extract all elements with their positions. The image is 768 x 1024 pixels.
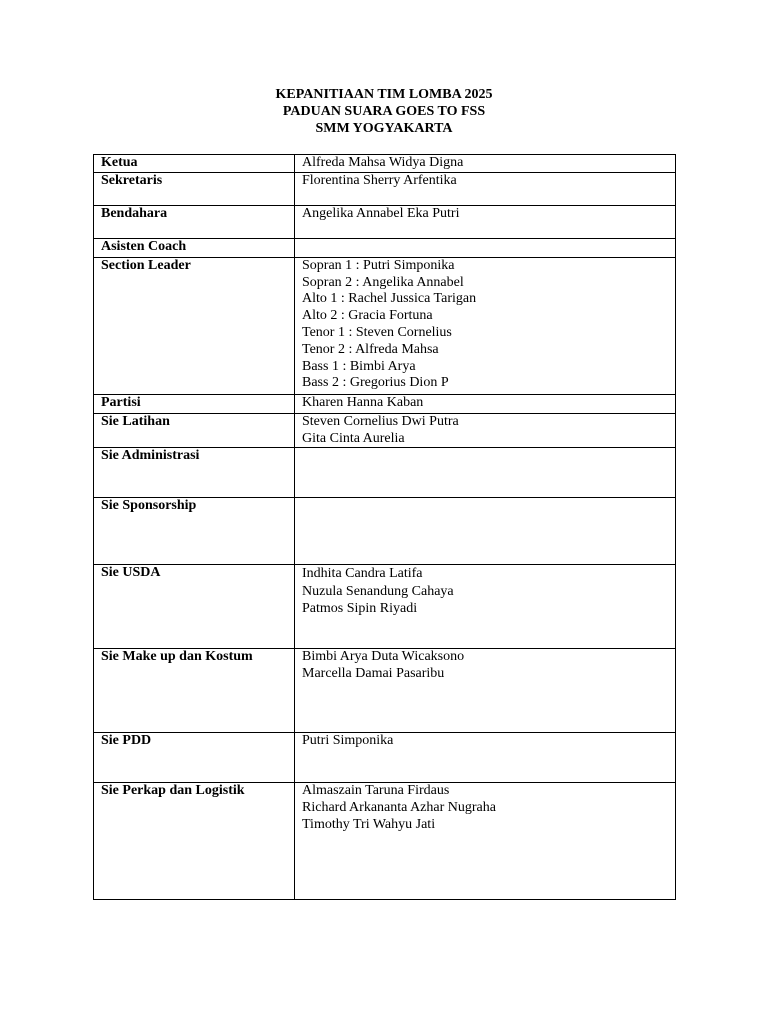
member-name: Richard Arkananta Azhar Nugraha bbox=[302, 800, 496, 816]
member-name: Angelika Annabel Eka Putri bbox=[302, 205, 460, 221]
table-row bbox=[94, 498, 676, 565]
table-row bbox=[94, 448, 676, 498]
members-cell bbox=[295, 733, 676, 783]
member-name: Tenor 1 : Steven Cornelius bbox=[302, 324, 452, 340]
members-cell bbox=[295, 394, 676, 413]
role-cell: Sie USDA bbox=[94, 565, 295, 649]
table-row bbox=[94, 733, 676, 783]
role-cell: Ketua bbox=[94, 155, 295, 173]
table-row bbox=[94, 155, 676, 173]
member-name: Marcella Damai Pasaribu bbox=[302, 666, 445, 682]
document-title bbox=[0, 86, 768, 137]
member-name: Indhita Candra Latifa bbox=[302, 566, 423, 582]
members-cell bbox=[295, 413, 676, 448]
committee-table bbox=[93, 154, 676, 900]
member-name: Alto 2 : Gracia Fortuna bbox=[302, 308, 433, 324]
table-row bbox=[94, 413, 676, 448]
members-cell bbox=[295, 205, 676, 238]
title-line-1: KEPANITIAAN TIM LOMBA 2025 bbox=[275, 87, 493, 102]
member-name: Bass 2 : Gregorius Dion P bbox=[302, 375, 449, 391]
role-cell: Sie PDD bbox=[94, 733, 295, 783]
role-cell: Sie Administrasi bbox=[94, 448, 295, 498]
table-row bbox=[94, 783, 676, 900]
member-name: Sopran 1 : Putri Simponika bbox=[302, 257, 455, 273]
members-cell bbox=[295, 172, 676, 205]
member-name: Putri Simponika bbox=[302, 733, 394, 749]
role-cell: Sekretaris bbox=[94, 172, 295, 205]
member-name: Almaszain Taruna Firdaus bbox=[302, 783, 450, 799]
member-name: Bimbi Arya Duta Wicaksono bbox=[302, 649, 465, 665]
table-row bbox=[94, 649, 676, 733]
table-row bbox=[94, 565, 676, 649]
role-cell: Bendahara bbox=[94, 205, 295, 238]
role-cell: Sie Make up dan Kostum bbox=[94, 649, 295, 733]
member-name: Steven Cornelius Dwi Putra bbox=[302, 413, 459, 429]
member-name: Patmos Sipin Riyadi bbox=[302, 601, 418, 617]
member-name: Timothy Tri Wahyu Jati bbox=[302, 816, 436, 832]
member-name: Bass 1 : Bimbi Arya bbox=[302, 358, 416, 374]
role-cell: Sie Sponsorship bbox=[94, 498, 295, 565]
role-cell: Asisten Coach bbox=[94, 238, 295, 257]
table-row bbox=[94, 394, 676, 413]
member-name: Tenor 2 : Alfreda Mahsa bbox=[302, 341, 439, 357]
members-cell bbox=[295, 448, 676, 498]
members-cell bbox=[295, 783, 676, 900]
title-line-3: SMM YOGYAKARTA bbox=[315, 121, 453, 136]
members-cell bbox=[295, 257, 676, 394]
title-line-2: PADUAN SUARA GOES TO FSS bbox=[282, 104, 486, 119]
members-cell bbox=[295, 238, 676, 257]
table-row bbox=[94, 238, 676, 257]
member-name: Sopran 2 : Angelika Annabel bbox=[302, 274, 464, 290]
table-row bbox=[94, 205, 676, 238]
member-name: Gita Cinta Aurelia bbox=[302, 430, 405, 446]
table-row bbox=[94, 257, 676, 394]
role-cell: Section Leader bbox=[94, 257, 295, 394]
member-name: Florentina Sherry Arfentika bbox=[302, 172, 457, 188]
members-cell bbox=[295, 649, 676, 733]
members-cell bbox=[295, 498, 676, 565]
role-cell: Sie Latihan bbox=[94, 413, 295, 448]
members-cell bbox=[295, 155, 676, 173]
member-name: Kharen Hanna Kaban bbox=[302, 394, 424, 410]
role-cell: Partisi bbox=[94, 394, 295, 413]
member-name: Nuzula Senandung Cahaya bbox=[302, 583, 454, 599]
member-name: Alto 1 : Rachel Jussica Tarigan bbox=[302, 291, 477, 307]
member-name: Alfreda Mahsa Widya Digna bbox=[302, 155, 464, 170]
role-cell: Sie Perkap dan Logistik bbox=[94, 783, 295, 900]
members-cell bbox=[295, 565, 676, 649]
table-row bbox=[94, 172, 676, 205]
